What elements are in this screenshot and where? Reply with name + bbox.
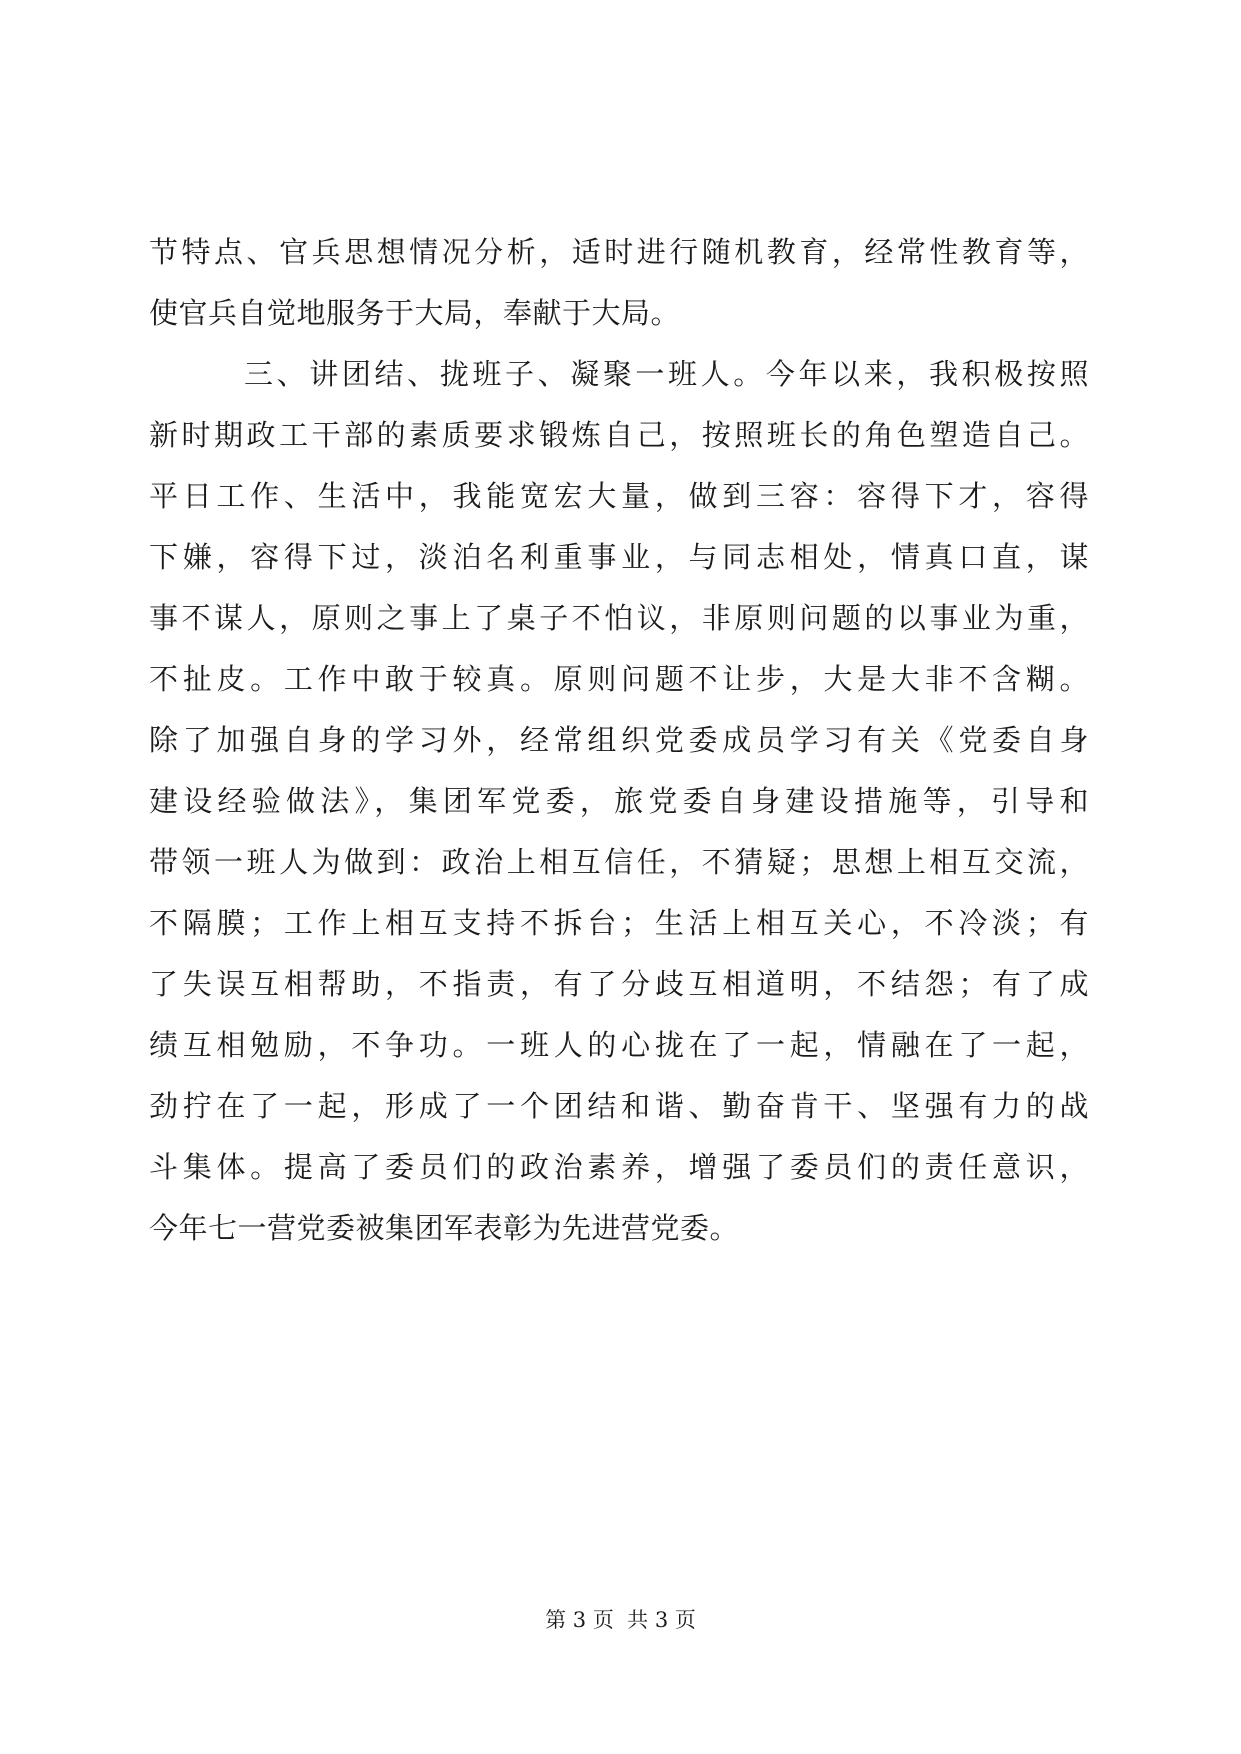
text-line: 建设经验做法》，集团军党委，旅党委自身建设措施等，引导和 (149, 784, 1089, 818)
text-line: 绩互相勉励，不争功。一班人的心拢在了一起，情融在了一起， (149, 1028, 1089, 1062)
text-line: 使官兵自觉地服务于大局，奉献于大局。 (149, 296, 681, 330)
text-line: 了失误互相帮助，不指责，有了分歧互相道明，不结怨；有了成 (149, 967, 1089, 1001)
text-line: 除了加强自身的学习外，经常组织党委成员学习有关《党委自身 (149, 723, 1089, 757)
page-footer (0, 1604, 1241, 1634)
text-line: 新时期政工干部的素质要求锻炼自己，按照班长的角色塑造自己。 (149, 418, 1089, 452)
text-line: 不扯皮。工作中敢于较真。原则问题不让步，大是大非不含糊。 (149, 662, 1089, 696)
text-line: 不隔膜；工作上相互支持不拆台；生活上相互关心，不冷淡；有 (149, 906, 1089, 940)
text-line: 今年七一营党委被集团军表彰为先进营党委。 (149, 1211, 740, 1245)
body-text (149, 222, 1089, 1259)
text-line: 下嫌，容得下过，淡泊名利重事业，与同志相处，情真口直，谋 (149, 540, 1089, 574)
page-number: 第 3 页 共 3 页 (545, 1608, 696, 1632)
text-line: 劲拧在了一起，形成了一个团结和谐、勤奋肯干、坚强有力的战 (149, 1089, 1089, 1123)
text-line: 事不谋人，原则之事上了桌子不怕议，非原则问题的以事业为重， (149, 601, 1089, 635)
text-line: 三、讲团结、拢班子、凝聚一班人。今年以来，我积极按照 (244, 357, 1089, 391)
text-line: 节特点、官兵思想情况分析，适时进行随机教育，经常性教育等， (149, 235, 1089, 269)
text-line: 带领一班人为做到：政治上相互信任，不猜疑；思想上相互交流， (149, 845, 1089, 879)
text-line: 斗集体。提高了委员们的政治素养，增强了委员们的责任意识， (149, 1150, 1089, 1184)
text-line: 平日工作、生活中，我能宽宏大量，做到三容：容得下才，容得 (149, 479, 1089, 513)
